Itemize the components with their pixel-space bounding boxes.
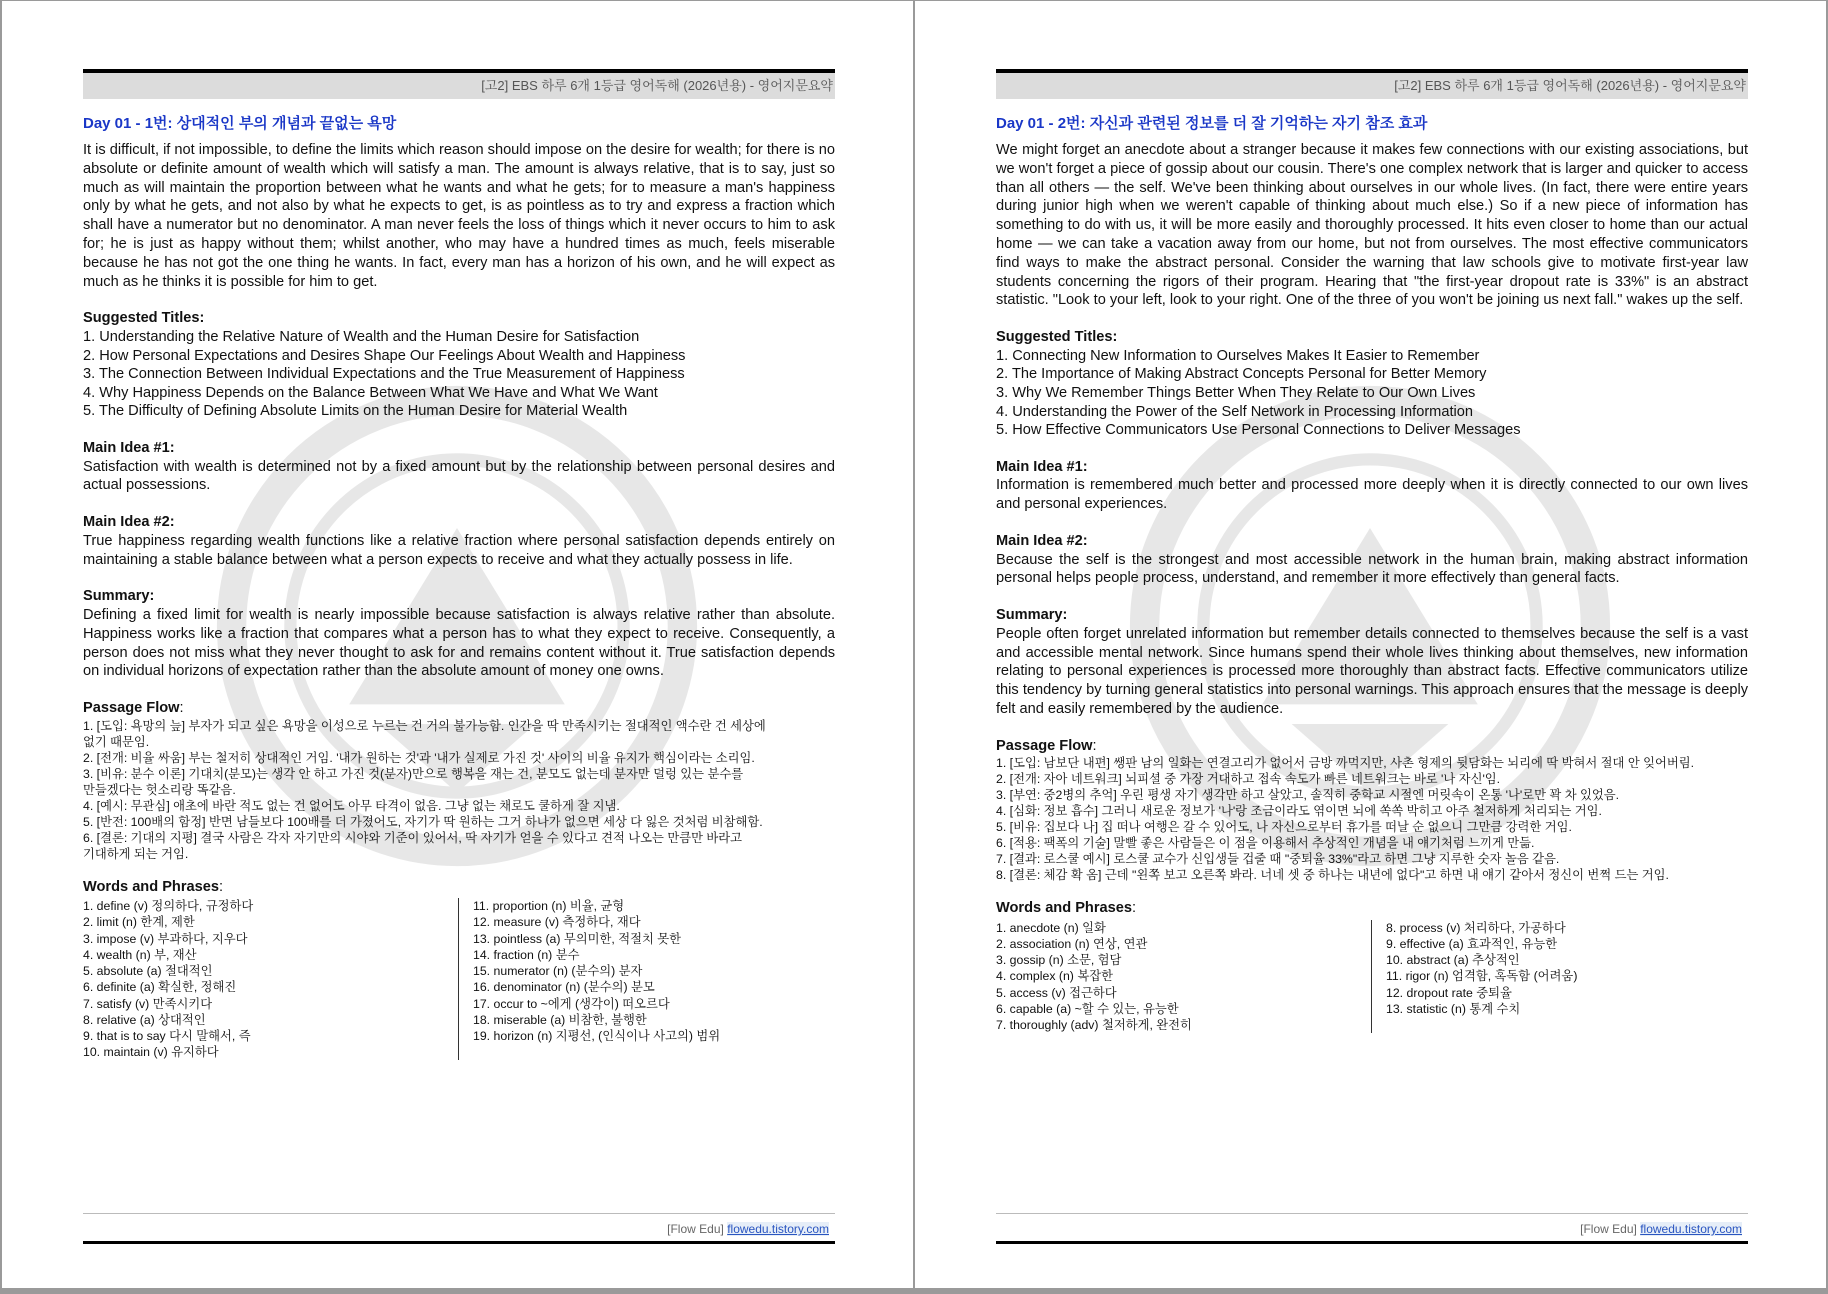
list-item: 7. [결과: 로스쿨 예시] 로스쿨 교수가 신입생들 겁줄 때 "중퇴율 33%"라고 하면 그냥 지루한 숫자 놀음 같음. (996, 852, 1560, 867)
word-item: 11. proportion (n) 비율, 균형 (473, 899, 625, 914)
words-column-left (996, 920, 1372, 1033)
words-heading: Words and Phrases: (996, 900, 1137, 917)
word-item: 12. dropout rate 중퇴율 (1386, 985, 1512, 1000)
footer-link[interactable]: flowedu.tistory.com (727, 1222, 829, 1236)
main-idea-1-text: Information is remembered much better and processed more deeply when it is directly connected to our own lives and personal experiences. (996, 477, 1748, 513)
word-item: 2. association (n) 연상, 연관 (996, 937, 1148, 952)
titles-heading: Suggested Titles: (996, 329, 1118, 346)
list-item: 기대하게 되는 거임. (83, 846, 189, 861)
word-item: 5. absolute (a) 절대적인 (83, 964, 213, 979)
summary-text: Defining a fixed limit for wealth is nearly impossible because satisfaction is always relative rather than absolute. Happiness works like a fraction that compares what a person has to what they expect to receive. Consequently, a person does not miss what they never thought to ask for and remains content without it. True satisfaction depends on individual horizons of expectation rather than the absolute amount of money one owns. (83, 606, 835, 680)
summary-text: People often forget unrelated information but remember details connected to themselves because the self is a vast and accessible mental network. Since humans spend their whole lives thinking about themselves, new information relating to personal experiences is processed more thoroughly than abstract facts. Effective communicators utilize this tendency by turning general statistics into personal warnings. This approach ensures that the message is deeply felt and easily remembered by the audience. (996, 625, 1748, 717)
word-item: 13. statistic (n) 통계 수치 (1386, 1001, 1521, 1016)
document-page-2 (915, 1, 1826, 1288)
day-title: Day 01 - 1번: 상대적인 부의 개념과 끝없는 욕망 (83, 115, 397, 132)
list-item: 6. [적용: 팩폭의 기술] 말빨 좋은 사람들은 이 점을 이용해서 추상적인 개념을 내 얘기처럼 느끼게 만듦. (996, 836, 1535, 851)
word-item: 12. measure (v) 측정하다, 재다 (473, 915, 641, 930)
word-item: 14. fraction (n) 분수 (473, 947, 580, 962)
page-footer (83, 1213, 835, 1244)
word-item: 11. rigor (n) 엄격함, 혹독함 (어려움) (1386, 969, 1578, 984)
page-header: [고2] EBS 하루 6개 1등급 영어독해 (2026년용) - 영어지문요약 (996, 73, 1748, 99)
list-item: 5. How Effective Communicators Use Personal Connections to Deliver Messages (996, 422, 1521, 439)
list-item: 3. The Connection Between Individual Expectations and the True Measurement of Happiness (83, 366, 685, 383)
list-item: 3. [부연: 중2병의 추억] 우린 평생 자기 생각만 하고 살았고, 솔직히 중학교 시절엔 머릿속이 온통 '나'로만 꽉 차 있었음. (996, 788, 1620, 803)
list-item: 만들겠다는 헛소리랑 똑같음. (83, 782, 236, 797)
word-item: 19. horizon (n) 지평선, (인식이나 사고의) 범위 (473, 1028, 721, 1043)
list-item: 3. [비유: 분수 이론] 기대치(분모)는 생각 안 하고 가진 것(분자)만으로 행복을 재는 건, 분모도 없는데 분자만 덜렁 있는 분수를 (83, 766, 744, 781)
main-idea-2-heading: Main Idea #2: (83, 514, 175, 531)
list-item: 5. The Difficulty of Defining Absolute Limits on the Human Desire for Material Wealth (83, 403, 628, 420)
list-item: 5. [반전: 100배의 함정] 반면 남들보다 100배를 더 가졌어도, 자기가 딱 원하는 그거 하나가 없으면 세상 다 잃은 것처럼 비참해함. (83, 814, 763, 829)
suggested-titles-list (996, 347, 1748, 440)
day-title: Day 01 - 2번: 자신과 관련된 정보를 더 잘 기억하는 자기 참조 효과 (996, 115, 1428, 132)
word-item: 4. complex (n) 복잡한 (996, 969, 1113, 984)
word-item: 8. process (v) 처리하다, 가공하다 (1386, 920, 1566, 935)
word-item: 7. thoroughly (adv) 철저하게, 완전히 (996, 1018, 1192, 1033)
list-item: 1. Connecting New Information to Ourselves Makes It Easier to Remember (996, 347, 1480, 364)
passage-flow-heading: Passage Flow: (996, 737, 1097, 754)
word-item: 1. define (v) 정의하다, 규정하다 (83, 899, 254, 914)
word-item: 5. access (v) 접근하다 (996, 985, 1117, 1000)
word-item: 7. satisfy (v) 만족시키다 (83, 996, 213, 1011)
word-item: 4. wealth (n) 부, 재산 (83, 947, 197, 962)
word-item: 16. denominator (n) (분수의) 분모 (473, 980, 655, 995)
list-item: 1. Understanding the Relative Nature of Wealth and the Human Desire for Satisfaction (83, 328, 640, 345)
suggested-titles-list (83, 328, 835, 421)
list-item: 5. [비유: 집보다 나] 집 떠나 여행은 갈 수 있어도, 나 자신으로부터 휴가를 떠날 순 없으니 그만큼 강력한 거임. (996, 820, 1572, 835)
word-item: 2. limit (n) 한계, 제한 (83, 915, 195, 930)
footer-rule (83, 1241, 835, 1244)
footer-link[interactable]: flowedu.tistory.com (1640, 1222, 1742, 1236)
list-item: 4. Why Happiness Depends on the Balance Between What We Have and What We Want (83, 384, 658, 401)
main-idea-1-heading: Main Idea #1: (83, 439, 175, 456)
page-footer (996, 1213, 1748, 1244)
word-item: 15. numerator (n) (분수의) 분자 (473, 964, 643, 979)
word-item: 3. impose (v) 부과하다, 지우다 (83, 931, 248, 946)
list-item: 2. The Importance of Making Abstract Concepts Personal for Better Memory (996, 366, 1487, 383)
list-item: 없기 때문임. (83, 734, 150, 749)
list-item: 2. [전개: 비율 싸움] 부는 철저히 상대적인 거임. '내가 원하는 것'과 '내가 실제로 가진 것' 사이의 비율 유지가 핵심이라는 소리임. (83, 750, 755, 765)
word-item: 18. miserable (a) 비참한, 불행한 (473, 1012, 647, 1027)
page-header: [고2] EBS 하루 6개 1등급 영어독해 (2026년용) - 영어지문요약 (83, 73, 835, 99)
list-item: 6. [결론: 기대의 지평] 결국 사람은 각자 자기만의 시야와 기준이 있어서, 딱 자기가 얻을 수 있다고 견적 나오는 만큼만 바라고 (83, 830, 743, 845)
titles-heading: Suggested Titles: (83, 310, 205, 327)
words-column-right (1372, 920, 1577, 1033)
list-item: 2. [전개: 자아 네트워크] 뇌피셜 중 가장 거대하고 접속 속도가 빠른 네트워크는 바로 '나 자신'임. (996, 772, 1501, 787)
list-item: 4. [예시: 무관심] 애초에 바란 적도 없는 건 없어도 아무 타격이 없음. 그냥 없는 채로도 쿨하게 잘 지냄. (83, 798, 620, 813)
word-item: 6. definite (a) 확실한, 정해진 (83, 980, 237, 995)
passage-text: We might forget an anecdote about a stranger because it makes few connections with our existing associations, but we won't forget a piece of gossip about our cousin. There's one complex network that is larger and quicker to access than all others — the self. We've been thinking about ourselves in our whole lives. (In fact, there were entire years during junior high when we weren't capable of thinking about much else.) So if a new piece of information has something to do with us, it will be more easily and thoroughly processed. It hits even closer to home than our actual home — we can take a vacation away from our home, but not from ourselves. The most effective communicators find ways to make the abstract personal. Consider the warning that law schools give to motivate first-year law students concerning the rigors of their program. Hearing that "the first-year dropout rate is 33%" is an abstract statistic. "Look to your left, look to your right. One of the three of you won't be joining us next fall." wakes up the self. (996, 142, 1748, 309)
summary-heading: Summary: (83, 588, 155, 605)
word-item: 10. maintain (v) 유지하다 (83, 1045, 219, 1060)
list-item: 2. How Personal Expectations and Desires Shape Our Feelings About Wealth and Happiness (83, 347, 686, 364)
document-page-1 (2, 1, 913, 1288)
word-item: 6. capable (a) ~할 수 있는, 유능한 (996, 1001, 1179, 1016)
words-column-right (459, 898, 720, 1060)
footer-rule (996, 1241, 1748, 1244)
passage-flow-list (996, 755, 1748, 883)
main-idea-1-heading: Main Idea #1: (996, 458, 1088, 475)
main-idea-2-heading: Main Idea #2: (996, 532, 1088, 549)
list-item: 4. Understanding the Power of the Self Network in Processing Information (996, 403, 1473, 420)
list-item: 1. [도입: 남보단 내편] 쌩판 남의 일화는 연결고리가 없어서 금방 까먹지만, 사촌 형제의 뒷담화는 뇌리에 딱 박혀서 절대 안 잊어버림. (996, 756, 1695, 771)
words-table (83, 898, 835, 1060)
words-column-left (83, 898, 459, 1060)
passage-flow-list (83, 718, 835, 862)
footer-org: [Flow Edu] (667, 1222, 724, 1236)
summary-heading: Summary: (996, 607, 1068, 624)
word-item: 8. relative (a) 상대적인 (83, 1012, 206, 1027)
footer-org: [Flow Edu] (1580, 1222, 1637, 1236)
main-idea-1-text: Satisfaction with wealth is determined not by a fixed amount but by the relationship between personal desires and actual possessions. (83, 458, 835, 494)
word-item: 1. anecdote (n) 일화 (996, 920, 1106, 935)
passage-flow-heading: Passage Flow: (83, 700, 184, 717)
word-item: 3. gossip (n) 소문, 험담 (996, 953, 1122, 968)
list-item: 3. Why We Remember Things Better When They Relate to Our Own Lives (996, 384, 1476, 401)
list-item: 1. [도입: 욕망의 늪] 부자가 되고 싶은 욕망을 이성으로 누르는 건 거의 불가능함. 인간을 딱 만족시키는 절대적인 액수란 건 세상에 (83, 718, 766, 733)
main-idea-2-text: True happiness regarding wealth functions like a relative fraction where personal satisfaction depends entirely on maintaining a stable balance between what a person expects to receive and what they actually possess in life. (83, 532, 835, 568)
word-item: 13. pointless (a) 무의미한, 적절치 못한 (473, 931, 682, 946)
word-item: 9. that is to say 다시 말해서, 즉 (83, 1028, 251, 1043)
words-heading: Words and Phrases: (83, 878, 224, 895)
words-table (996, 920, 1748, 1033)
word-item: 9. effective (a) 효과적인, 유능한 (1386, 937, 1558, 952)
passage-text: It is difficult, if not impossible, to define the limits which reason should impose on the desire for wealth; for there is no absolute or definite amount of wealth which will satisfy a man. The amount is always relative, that is to say, just so much as will maintain the proportion between what he wants and what he gets; for to measure a man's happiness only by what he gets, and not also by what he expects to get, is as pointless as to try and express a fraction which shall have a numerator but no denominator. A man never feels the loss of things which it never occurs to him to ask for; he is just as happy without them; whilst another, who may have a hundred times as much, feels miserable because he has not got the one thing he wants. In fact, every man has a horizon of his own, and he will expect as much as he thinks it is possible for him to get. (83, 142, 835, 290)
main-idea-2-text: Because the self is the strongest and most accessible network in the human brain, making abstract information personal helps people process, understand, and remember it more effectively than general facts. (996, 551, 1748, 587)
word-item: 17. occur to ~에게 (생각이) 떠오르다 (473, 996, 670, 1011)
word-item: 10. abstract (a) 추상적인 (1386, 953, 1520, 968)
list-item: 8. [결론: 체감 확 옴] 근데 "왼쪽 보고 오른쪽 봐라. 너네 셋 중 하나는 내년에 없다"고 하면 내 얘기 같아서 정신이 번쩍 드는 거임. (996, 868, 1669, 883)
list-item: 4. [심화: 정보 흡수] 그러니 새로운 정보가 '나'랑 조금이라도 엮이면 뇌에 쏙쏙 박히고 아주 철저하게 처리되는 거임. (996, 804, 1602, 819)
